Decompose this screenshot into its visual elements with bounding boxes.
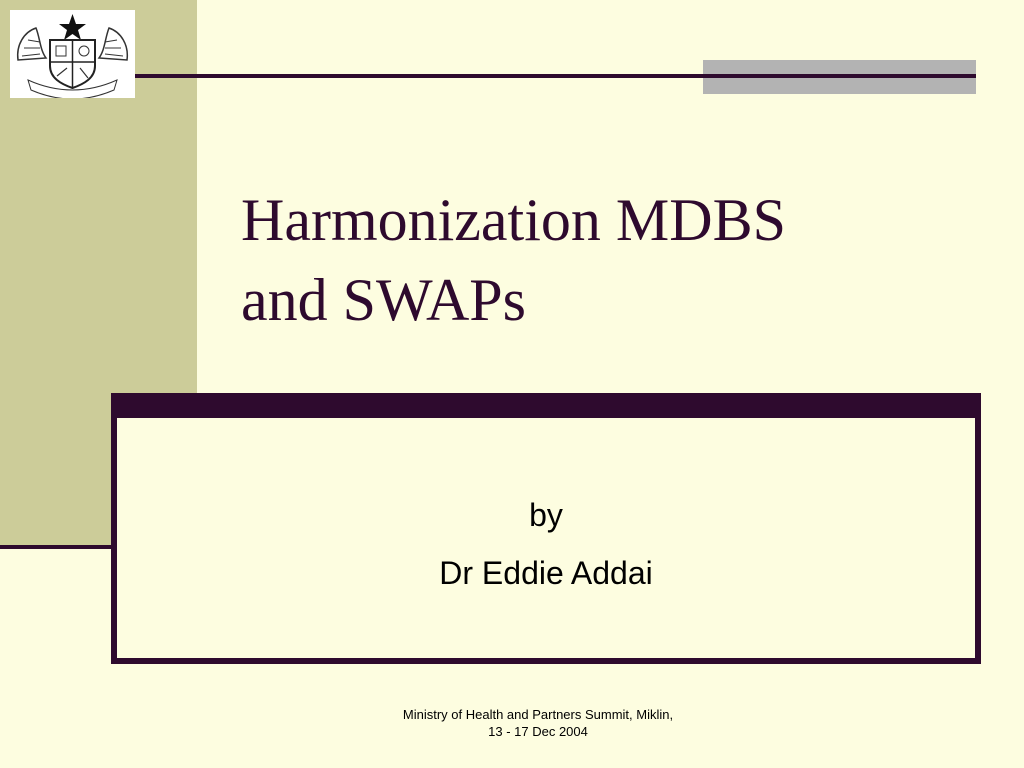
subtitle-box	[111, 393, 981, 664]
subtitle-author: Dr Eddie Addai	[439, 555, 653, 591]
slide-title-line: and SWAPs	[241, 267, 527, 333]
gray-accent-bar	[703, 60, 976, 94]
logo	[10, 10, 135, 98]
slide-title-line: Harmonization MDBS	[241, 187, 786, 253]
footer-line: 13 - 17 Dec 2004	[488, 724, 588, 739]
slide-subtitle	[117, 486, 975, 602]
footer-line: Ministry of Health and Partners Summit, Miklin,	[402, 707, 674, 722]
subtitle-by: by	[529, 497, 563, 533]
side-divider	[0, 545, 114, 549]
slide-title	[241, 180, 981, 340]
coat-of-arms-icon	[10, 10, 135, 98]
slide-footer	[338, 706, 738, 740]
